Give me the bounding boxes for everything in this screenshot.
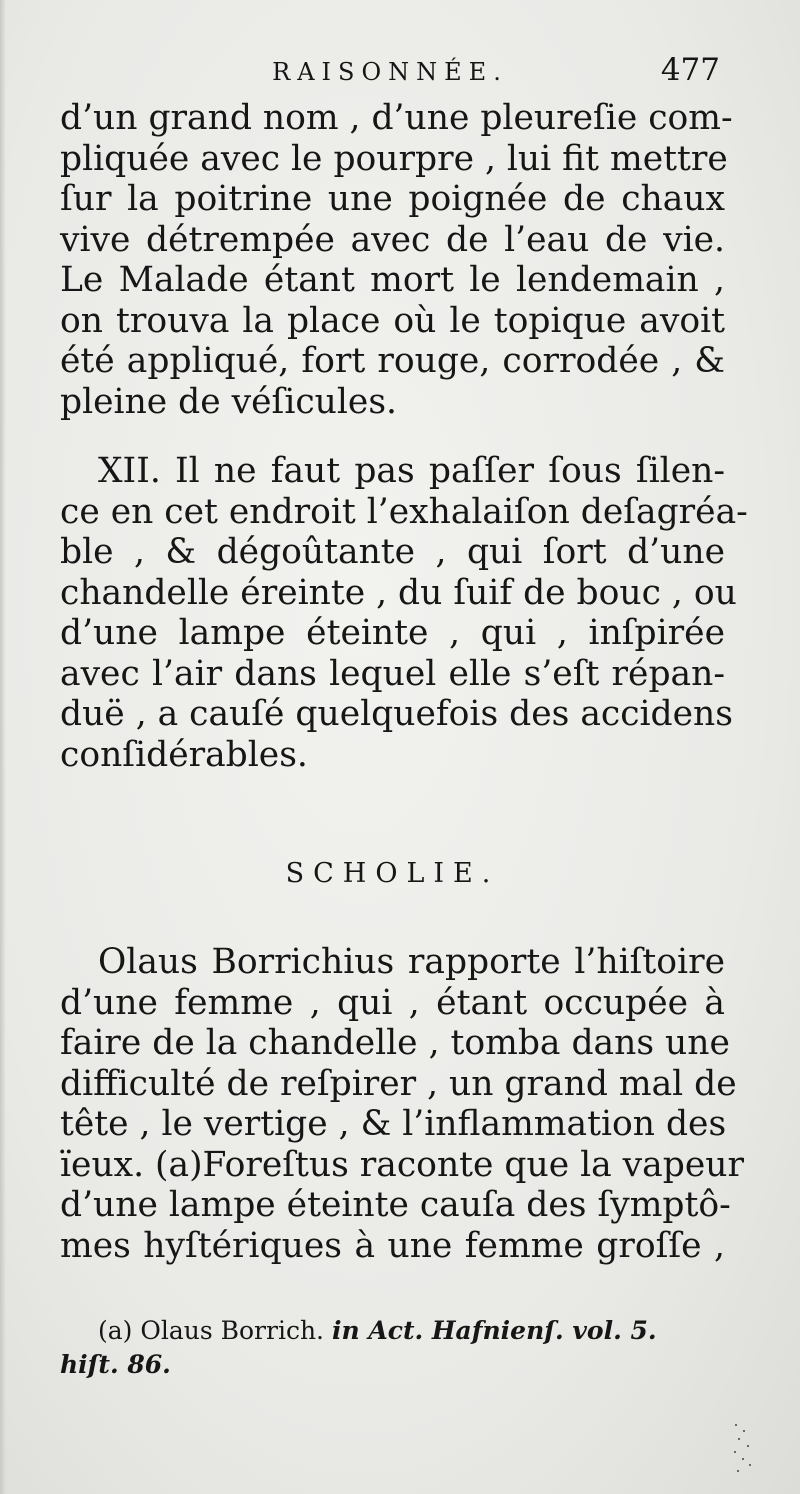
text-line: pleine de véſicules. — [60, 381, 398, 422]
text-line: ſur la poitrine une poignée de chaux — [60, 179, 725, 219]
text-line: tête , le vertige , & l’inflammation des — [60, 1104, 727, 1144]
text-line: avec l’air dans lequel elle s’eſt répan- — [60, 653, 725, 694]
paper-specks — [731, 1420, 755, 1480]
text-line: ble , & dégoûtante , qui ſort d’une — [60, 532, 725, 572]
text-line: d’une lampe éteinte cauſa des ſymptô- — [60, 1185, 731, 1225]
text-line: mes hyſtériques à une femme groſſe , — [60, 1225, 725, 1266]
text-line: conſidérables. — [60, 734, 308, 775]
text-line: ce en cet endroit l’exhalaiſon deſagréa- — [60, 491, 748, 532]
page-number: 477 — [660, 52, 720, 88]
text-line: d’une lampe éteinte , qui , inſpirée — [60, 613, 725, 653]
text-line: été appliqué, fort rouge, corrodée , & — [60, 341, 725, 381]
text-line: ïeux. (a)Foreſtus raconte que la vapeur — [60, 1144, 744, 1185]
text-line: d’un grand nom , d’une pleureſie com- — [60, 98, 733, 138]
paragraph-xii — [60, 451, 748, 775]
text-line: XII. Il ne faut pas paſſer ſous ſilen- — [98, 451, 725, 491]
footnote-author: (a) Olaus Borrich. — [98, 1316, 325, 1345]
footnote-line — [98, 1314, 738, 1348]
text-line: Olaus Borrichius rapporte l’hiſtoire — [98, 942, 725, 982]
section-title: SCHOLIE. — [285, 858, 500, 889]
running-head: RAISONNÉE. — [272, 58, 508, 86]
text-line: duë , a cauſé quelquefois des accidens — [60, 694, 733, 734]
paragraph-continuation — [60, 98, 733, 422]
page-edge-shadow — [0, 0, 6, 1494]
page-header — [60, 52, 720, 96]
footnote — [60, 1314, 738, 1382]
text-line: pliquée avec le pourpre , lui fit mettre — [60, 138, 728, 179]
paragraph-scholie — [60, 942, 744, 1266]
text-line: difficulté de reſpirer , un grand mal de — [60, 1063, 737, 1104]
text-line: chandelle éreinte , du ſuif de bouc , ou — [60, 572, 737, 613]
text-line: vive détrempée avec de l’eau de vie. — [60, 219, 725, 260]
footnote-citation: in Act. Hafnienſ. vol. 5. — [331, 1316, 657, 1345]
text-line: on trouva la place où le topique avoit — [60, 300, 725, 341]
text-line: faire de la chandelle , tomba dans une — [60, 1023, 730, 1063]
text-line: d’une femme , qui , étant occupée à — [60, 982, 725, 1023]
footnote-continuation: hiſt. 86. — [60, 1350, 171, 1379]
text-line: Le Malade étant mort le lendemain , — [60, 260, 725, 300]
